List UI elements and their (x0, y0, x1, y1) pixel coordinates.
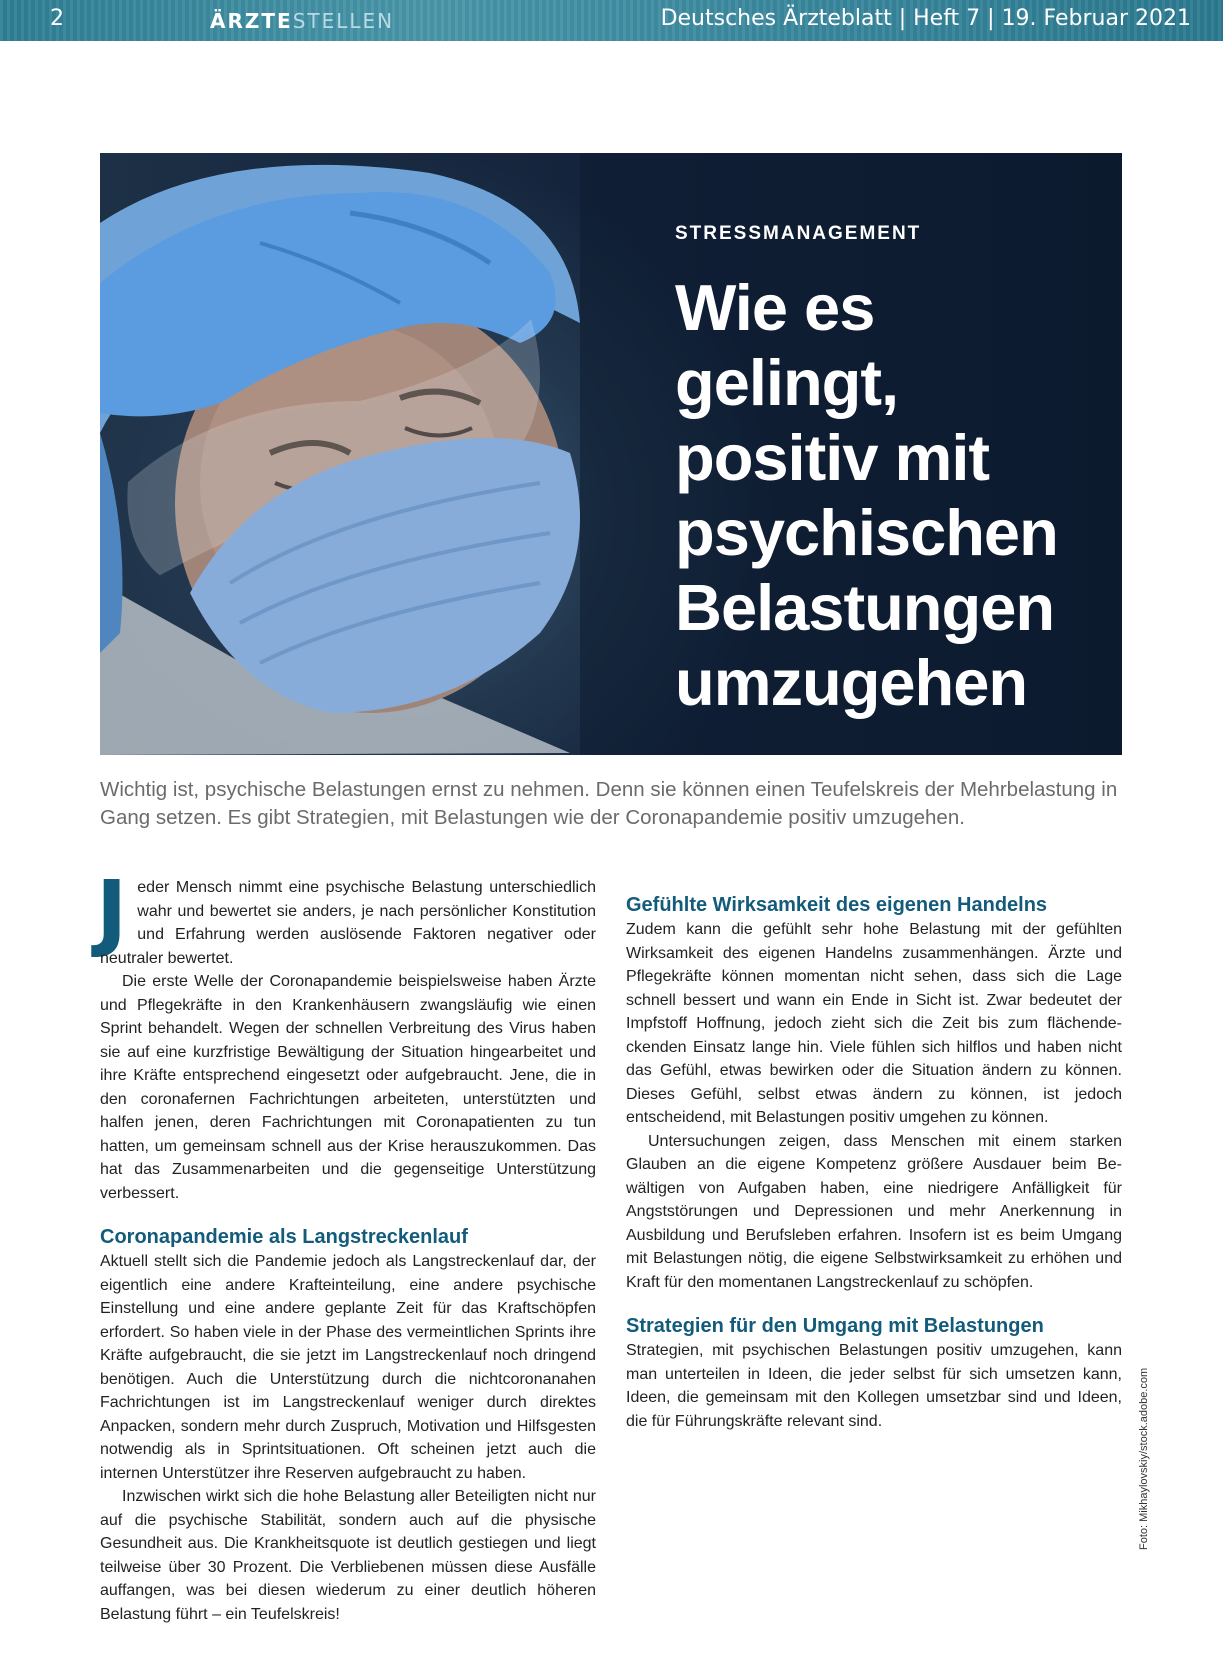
paragraph-6: Untersuchungen zeigen, dass Menschen mit einem starken Glauben an die eigene Kompetenz größere Ausdauer beim Bewältigen von Aufgaben haben, eine niedrigere Anfälligkeit für Angststörungen und Depressionen und mehr Anerkennung in Ausbildung und Berufsleben erfahren. Insofern ist es beim Umgang mit Belastungen nötig, die eigene Selbstwirksamkeit zu erhöhen und Kraft für den momentanen Langstreckenlauf zu schöpfen. (626, 1132, 1122, 1291)
paragraph-3: Aktuell stellt sich die Pandemie jedoch als Langstreckenlauf dar, der eigentlich eine andere Krafteinteilung, eine andere psychische Einstellung und eine andere geplante Zeit für das Kraftschöpfen erfordert. So haben viele in der Phase des vermeintlichen Sprints ihre Kräfte aufgebraucht, die sie jetzt im Langstreckenlauf noch dringend benötigen. Auch die Unterstützung durch die nichtcoronanahen Fachrichtungen ist im Langstreckenlauf weniger durch direktes Anpacken, sondern mehr durch Zuspruch, Motivation und Hilfsgesten notwendig als in Sprintsituationen. Oft scheinen jetzt auch die internen Unterstützer ihre Reserven aufgebraucht zu haben. (100, 1253, 596, 1482)
paragraph-1 (96, 862, 596, 970)
photo-credit-text: Foto: Mikhaylovskiy/stock.adobe.com (1138, 1367, 1150, 1550)
paragraph-4: Inzwischen wirkt sich die hohe Belastung aller Beteiligten nicht nur auf die psychische Stabilität, sondern auch auf die physische Gesundheit aus. Die Krankheitsquote ist deutlich gestiegen und liegt teilweise über 30 Prozent. Die Verbliebenen müssen diese Ausfälle auffangen, was bei diesen wiederum zu einer deutlich höheren Belastung führt – ein Teufelskreis! (100, 1488, 596, 1623)
article-title: Wie es gelingt, positiv mit psychischen Belastungen umzugehen (675, 271, 1058, 719)
paragraph-2: Die erste Welle der Coronapandemie beispielsweise haben Ärzte und Pflegekräfte in den Krankenhäusern zwangsläufig wie einen Sprint behandelt. Wegen der schnellen Verbreitung des Virus haben sie auf eine kurzfristige Bewältigung der Situation hingearbeitet und ihre Kräfte entsprechend eingesetzt oder aufgebraucht. Jene, die in den coronafernen Fachrichtungen arbeiteten, unterstützten und halfen jenen, deren Fachrichtungen mit Coronapatienten zu tun hatten, um gemeinsam schnell aus der Krise herauszukommen. Das hat das Zusammenarbeiten und die gegenseitige Unterstützung verbessert. (100, 973, 596, 1202)
heading-langstreckenlauf: Coronapandemie als Langstreckenlauf (100, 1226, 468, 1248)
drop-cap: J (96, 862, 128, 960)
brand-secondary: STELLEN (292, 9, 395, 33)
section-brand (210, 9, 394, 33)
article-kicker: STRESSMANAGEMENT (675, 223, 922, 244)
article-lead: Wichtig ist, psychische Belastungen ernst zu nehmen. Denn sie können einen Teufelskreis der Mehrbelastung in Gang setzen. Es gibt Strategien, mit Belastungen wie der Coronapandemie positiv umzugehen. (100, 778, 1118, 829)
body-column-right (626, 876, 1122, 1433)
issue-info: Deutsches Ärzteblatt | Heft 7 | 19. Februar 2021 (660, 6, 1191, 31)
paragraph-1-text: eder Mensch nimmt eine psychische Belastung unterschiedlich wahr und bewertet sie anders, je nach persönlicher Konstitution und Erfahrung werden auslösende Faktoren negativer oder neutraler bewertet. (100, 879, 596, 967)
body-column-left (96, 862, 596, 1626)
page-header (0, 0, 1223, 41)
heading-wirksamkeit: Gefühlte Wirksamkeit des eigenen Handelns (626, 894, 1048, 916)
brand-primary: ÄRZTE (210, 9, 293, 33)
page-number: 2 (50, 6, 64, 31)
hero-image (100, 153, 1122, 755)
heading-strategien: Strategien für den Umgang mit Belastungen (626, 1315, 1044, 1337)
paragraph-5: Zudem kann die gefühlt sehr hohe Belastung mit der gefühlten Wirksamkeit des eigenen Handelns zusammenhängen. Ärzte und Pflegekräfte können momentan nicht sehen, dass sich die Lage schnell bessert und wann ein Ende in Sicht ist. Zwar bedeutet der Impfstoff Hoffnung, jedoch zieht sich die Zeit bis zum flächendeckenden Einsatz lange hin. Viele fühlen sich hilflos und haben nicht das Gefühl, etwas bewirken oder die Situation ändern zu können. Dieses Gefühl, selbst etwas ändern zu können, ist jedoch entscheidend, mit Belastungen positiv umgehen zu können. (626, 921, 1122, 1126)
paragraph-7: Strategien, mit psychischen Belastungen positiv umzugehen, kann man unterteilen in Ideen, die jeder selbst für sich umsetzen kann, Ideen, die gemeinsam mit den Kollegen umsetzbar sind und Ideen, die für Führungskräfte relevant sind. (626, 1342, 1122, 1430)
